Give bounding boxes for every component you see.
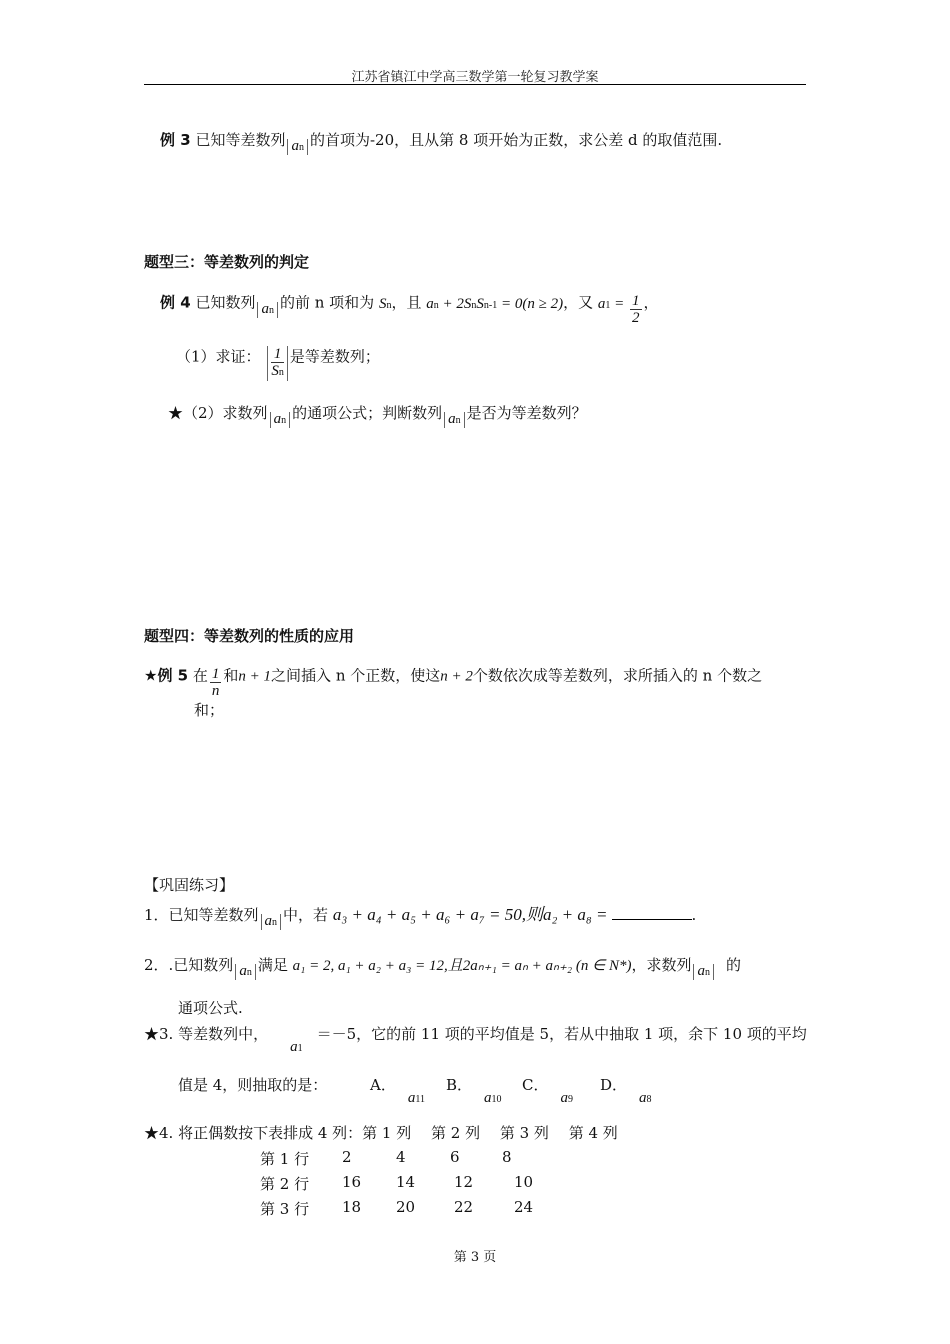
example-5: ★例 5 在 $\frac{1}{n}$ 和n + 1之间插入 n 个正数，使这n + 2个数依次成等差数列，求所插入的 n 个数之: [144, 666, 763, 699]
table-cell: 6: [450, 1148, 460, 1166]
option-a[interactable]: A．a11: [370, 1076, 425, 1106]
sequence-an: an: [261, 914, 282, 930]
table-cell: 2: [342, 1148, 352, 1166]
star-icon: ★: [168, 404, 184, 422]
example-4-text-1: 已知数列: [195, 293, 256, 312]
table-cell: 22: [454, 1198, 474, 1216]
option-d[interactable]: D．a8: [600, 1076, 652, 1106]
practice-2-line-2: 通项公式.: [178, 999, 243, 1017]
example-4-text-4: ，又: [563, 293, 594, 312]
example-4-part-1: （1）求证： $\frac{1}{Sn}$ 是等差数列；: [176, 346, 380, 379]
a1-term: a1 =: [597, 295, 628, 312]
table-cell: 16: [342, 1173, 362, 1191]
practice-2: 2．.已知数列 an 满足 a₁ = 2, a₁ + a₂ + a₃ = 12,且2aₙ₊₁ = aₙ + aₙ₊₂ (n ∈ N*)，求数列 an 的: [144, 956, 741, 979]
row-label: 第 3 行: [260, 1200, 310, 1218]
n-plus-1: n + 1: [238, 668, 272, 685]
example-4-equation: an + 2SnSn-1 = 0(n ≥ 2): [426, 295, 564, 312]
sequence-an: an: [235, 964, 256, 980]
section-heading-type3: 题型三：等差数列的判定: [144, 253, 310, 271]
fraction-one-over-Sn: $\frac{1}{Sn}$: [267, 346, 288, 381]
practice-3: ★3. 等差数列中，a1＝－5，它的前 11 项的平均值是 5，若从中抽取 1 项，余下 10 项的平均: [144, 1025, 807, 1055]
example-3-text: 的首项为-20，且从第 8 项开始为正数，求公差 d 的取值范围.: [309, 131, 723, 149]
table-cell: 4: [396, 1148, 406, 1166]
example-3: [160, 130, 723, 154]
practice-1-equation: a₃ + a₄ + a₅ + a₆ + a₇ = 50,则a₂ + a₈ =: [332, 905, 608, 924]
fraction-one-over-n: $\frac{1}{n}$: [211, 666, 220, 699]
table-cell: 12: [454, 1173, 474, 1191]
answer-blank: [612, 919, 692, 920]
sequence-an: an: [257, 302, 278, 318]
sequence-an: an: [693, 964, 714, 980]
page-header: 江苏省镇江中学高三数学第一轮复习教学案: [351, 70, 599, 85]
example-4-label: 例 4: [160, 293, 191, 312]
example-5-label: ★例 5: [144, 666, 189, 685]
example-4-part-2: ★（2）求数列 an 的通项公式；判断数列 an 是否为等差数列？: [168, 404, 587, 427]
practice-1: 1．已知等差数列 an 中，若 a₃ + a₄ + a₅ + a₆ + a₇ = 50,则a₂ + a₈ = .: [144, 905, 697, 929]
practice-heading: 【巩固练习】: [144, 876, 235, 894]
practice-2-equation: a₁ = 2, a₁ + a₂ + a₃ = 12,且2aₙ₊₁ = aₙ + aₙ₊₂ (n ∈ N*): [292, 958, 632, 974]
table-cell: 14: [396, 1173, 416, 1191]
header-rule: [144, 84, 806, 85]
example-3-pre: 已知等差数列: [195, 131, 286, 149]
table-cell: 8: [502, 1148, 512, 1166]
practice-4: ★4. 将正偶数按下表排成 4 列：第 1 列 第 2 列 第 3 列 第 4 列: [144, 1124, 618, 1142]
row-label: 第 2 行: [260, 1175, 310, 1193]
fraction-one-half: $\frac{1}{2}$: [632, 293, 640, 326]
example-4-text-2: 的前 n 项和为: [279, 293, 375, 312]
a1-term: a1: [290, 1039, 303, 1055]
n-plus-2: n + 2: [440, 668, 473, 685]
section-heading-type4: 题型四：等差数列的性质的应用: [144, 627, 355, 645]
sequence-an: an: [287, 139, 308, 155]
table-cell: 20: [396, 1198, 416, 1216]
star-icon: ★3.: [144, 1025, 174, 1043]
sequence-an: an: [444, 412, 465, 428]
example-4-text-3: ，且: [391, 293, 422, 312]
option-b[interactable]: B．a10: [446, 1076, 502, 1106]
page-footer: 第 3 页: [453, 1250, 497, 1265]
even-number-table: [260, 1148, 560, 1228]
row-label: 第 1 行: [260, 1150, 310, 1168]
sum-Sn: Sn: [378, 295, 392, 312]
sequence-an: an: [270, 412, 291, 428]
option-c[interactable]: C．a9: [522, 1076, 573, 1106]
example-4: 例 4 已知数列 an 的前 n 项和为 Sn，且 an + 2SnSn-1 = 0(n ≥ 2)，又 a1 = $\frac{1}{2}$ ，: [160, 293, 659, 326]
example-3-label: 例 3: [160, 131, 191, 149]
example-5-line-2: 和；: [194, 701, 225, 719]
table-cell: 18: [342, 1198, 362, 1216]
table-cell: 10: [514, 1173, 534, 1191]
table-cell: 24: [514, 1198, 534, 1216]
practice-3-line-2: 值是 4，则抽取的是：: [178, 1076, 328, 1094]
